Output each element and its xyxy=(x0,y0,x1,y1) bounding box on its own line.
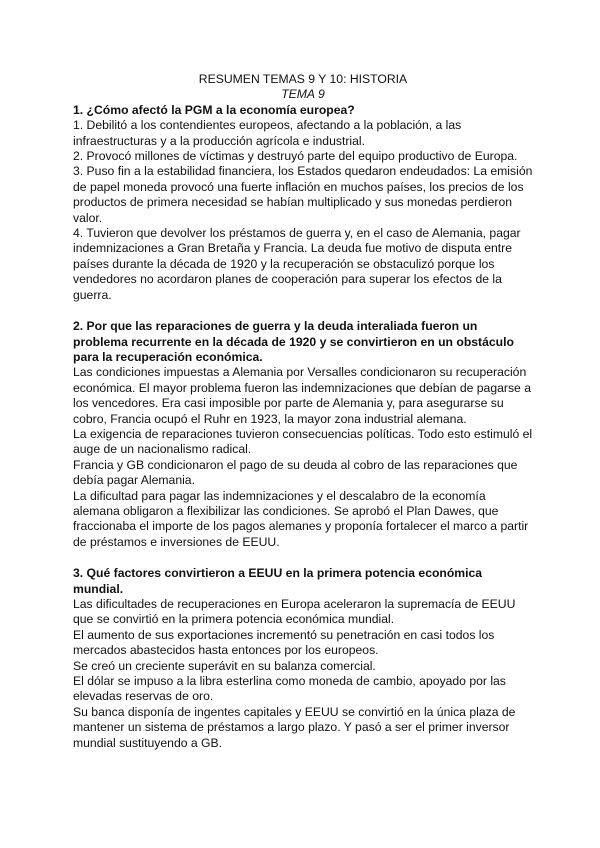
section-1 xyxy=(73,103,533,303)
section-3 xyxy=(73,566,533,751)
section-question: 2. Por que las reparaciones de guerra y la deuda interaliada fueron un problema recurrente en la década de 1920 y se convirtieron en un obstáculo para la recuperación económica. xyxy=(73,319,514,364)
section-question: 1. ¿Cómo afectó la PGM a la economía europea? xyxy=(73,102,355,117)
section-question: 3. Qué factores convirtieron a EEUU en la primera potencia económica mundial. xyxy=(73,566,483,596)
paragraph: La exigencia de reparaciones tuvieron consecuencias políticas. Todo esto estimuló el auge de un nacionalismo radical. xyxy=(73,426,533,457)
paragraph: El dólar se impuso a la libra esterlina como moneda de cambio, apoyado por las elevadas reservas de oro. xyxy=(73,674,506,704)
section-2 xyxy=(73,319,533,550)
document-title: RESUMEN TEMAS 9 Y 10: HISTORIA xyxy=(198,72,408,86)
paragraph: Las condiciones impuestas a Alemania por Versalles condicionaron su recuperación económica. El mayor problema fueron las indemnizaciones que debían de pagarse a los vencedores. Era casi imposible por parte de Alemania y, para asegurarse su cobro, Francia ocupó el Ruhr en 1923, la mayor zona industrial alemana. xyxy=(73,365,531,426)
paragraph: Se creó un creciente superávit en su balanza comercial. xyxy=(73,658,376,673)
paragraph: 4. Tuvieron que devolver los préstamos de guerra y, en el caso de Alemania, pagar indemnizaciones a Gran Bretaña y Francia. La deuda fue motivo de disputa entre países durante la década de 1920 y la recuperación se obstaculizó porque los vendedores no acordaron planes de cooperación para superar los efectos de la guerra. xyxy=(73,226,521,302)
paragraph: Su banca disponía de ingentes capitales y EEUU se convirtió en la única plaza de mantener un sistema de préstamos a largo plazo. Y pasó a ser el primer inversor mundial sustituyendo a GB. xyxy=(73,704,516,750)
paragraph: 2. Provocó millones de víctimas y destruyó parte del equipo productivo de Europa. xyxy=(73,149,518,164)
document-subtitle: TEMA 9 xyxy=(281,87,325,102)
paragraph: La dificultad para pagar las indemnizaciones y el descalabro de la economía alemana obligaron a flexibilizar las condiciones. Se aprobó el Plan Dawes, que fraccionaba el importe de los pagos alemanes y proponía fortalecer el marco a partir de préstamos e inversiones de EEUU. xyxy=(73,488,529,549)
paragraph: 1. Debilitó a los contendientes europeos, afectando a la población, a las infraestructuras y a la producción agrícola e industrial. xyxy=(73,118,462,148)
section-spacer xyxy=(73,303,533,319)
document-page xyxy=(73,72,533,751)
paragraph: Las dificultades de recuperaciones en Europa aceleraron la supremacía de EEUU que se convirtió en la primera potencia económica mundial. xyxy=(73,597,516,627)
paragraph: 3. Puso fin a la estabilidad financiera, los Estados quedaron endeudados: La emisión de papel moneda provocó una fuerte inflación en muchos países, los precios de los productos de primera necesidad se habían multiplicado y sus monedas perdieron valor. xyxy=(73,164,533,225)
paragraph: El aumento de sus exportaciones incrementó su penetración en casi todos los mercados abastecidos hasta entonces por los europeos. xyxy=(73,627,495,658)
section-spacer xyxy=(73,550,533,566)
paragraph: Francia y GB condicionaron el pago de su deuda al cobro de las reparaciones que debía pagar Alemania. xyxy=(73,457,518,488)
